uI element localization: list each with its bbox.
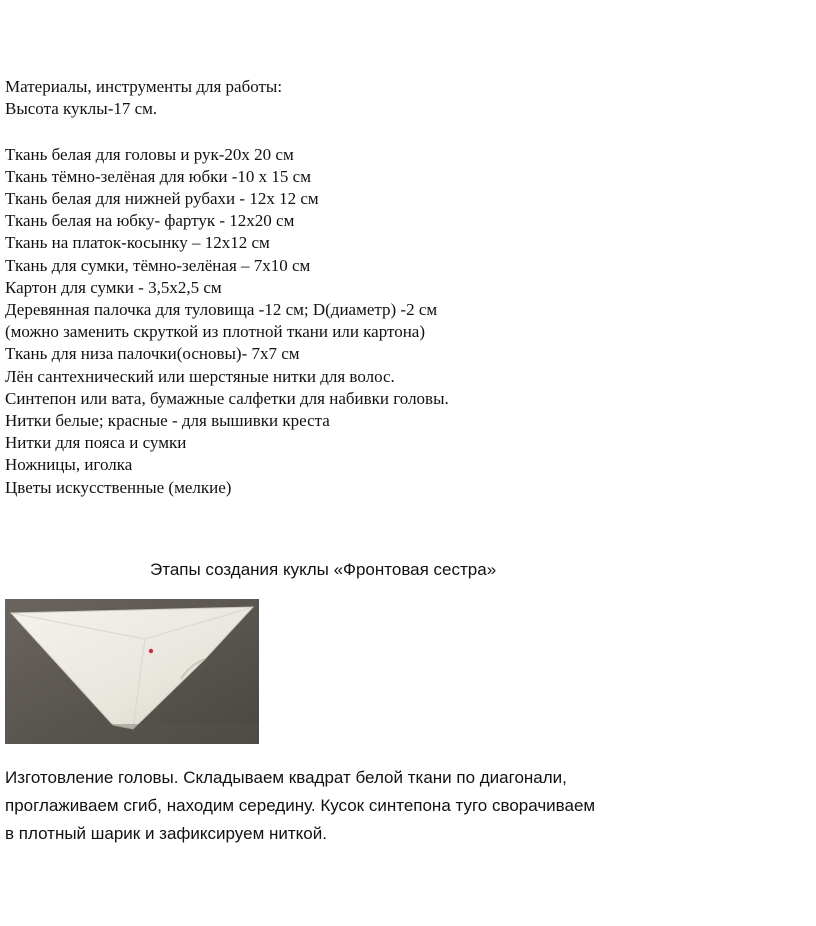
step-line-2: проглаживаем сгиб, находим середину. Кусок синтепона туго сворачиваем [5,796,596,815]
material-item: Ткань белая для нижней рубахи - 12х 12 см [5,189,319,208]
material-item: Картон для сумки - 3,5х2,5 см [5,278,222,297]
step-label: Изготовление головы [5,768,174,787]
step-line-3: в плотный шарик и зафиксируем ниткой. [5,824,327,843]
stages-title: Этапы создания куклы «Фронтовая сестра» [150,560,497,579]
material-item: Нитки для пояса и сумки [5,433,187,452]
doll-height: Высота куклы-17 см. [5,99,158,118]
step-head-making [5,764,685,848]
material-item: (можно заменить скруткой из плотной ткани или картона) [5,322,426,341]
material-item: Ткань белая на юбку- фартук - 12х20 см [5,211,295,230]
material-item: Синтепон или вата, бумажные салфетки для набивки головы. [5,389,449,408]
material-item: Ткань на платок-косынку – 12х12 см [5,233,270,252]
step-text: . Складываем квадрат белой ткани по диагонали, [173,768,567,787]
materials-heading: Материалы, инструменты для работы: [5,77,283,96]
material-item: Деревянная палочка для туловища -12 см; D(диаметр) -2 см [5,300,438,319]
material-item: Ткань белая для головы и рук-20х 20 см [5,145,294,164]
step-line-1 [5,764,685,792]
material-item: Нитки белые; красные - для вышивки креста [5,411,330,430]
folded-fabric-photo [5,599,259,744]
material-item: Ткань для низа палочки(основы)- 7х7 см [5,344,300,363]
material-item: Цветы искусственные (мелкие) [5,478,232,497]
material-item: Ткань для сумки, тёмно-зелёная – 7х10 см [5,256,311,275]
material-item: Лён сантехнический или шерстяные нитки для волос. [5,367,395,386]
folded-fabric-illustration [5,599,259,744]
material-item: Ножницы, иголка [5,455,133,474]
material-item: Ткань тёмно-зелёная для юбки -10 х 15 см [5,167,311,186]
